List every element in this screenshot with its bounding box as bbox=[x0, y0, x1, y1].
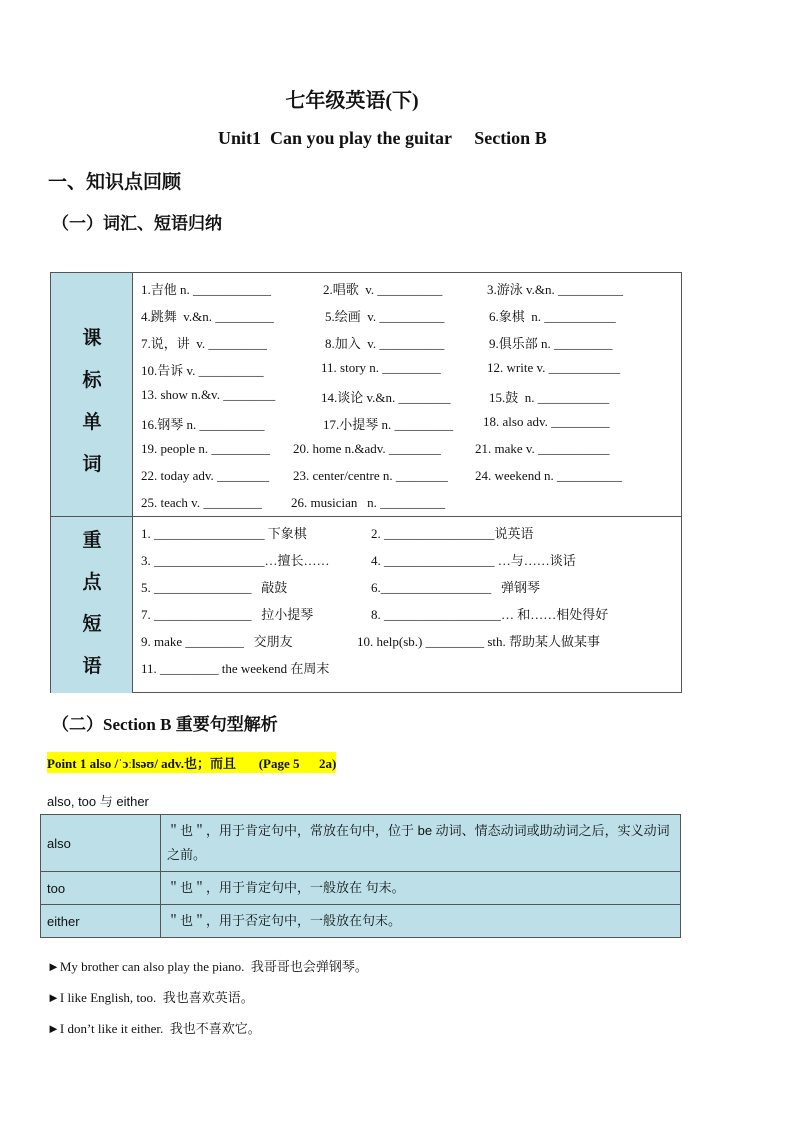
side-char: 单 bbox=[82, 411, 102, 433]
side-char: 点 bbox=[82, 571, 102, 593]
vocab-item: 2.唱歌 v. __________ bbox=[323, 282, 443, 297]
vocab-item: 13. show n.&v. ________ bbox=[141, 387, 276, 402]
phrase-item: 7. _______________ 拉小提琴 bbox=[141, 607, 314, 622]
example-sentence: ►My brother can also play the piano. 我哥哥也会弹钢琴。 bbox=[47, 959, 368, 974]
table-row bbox=[41, 815, 681, 872]
vocab-item: 4.跳舞 v.&n. _________ bbox=[141, 309, 274, 324]
phrase-item: 1. _________________ 下象棋 bbox=[141, 526, 307, 541]
phrase-side-header bbox=[51, 517, 133, 693]
phrase-item: 6._________________ 弹钢琴 bbox=[371, 580, 541, 595]
vocab-item: 17.小提琴 n. _________ bbox=[323, 417, 454, 432]
side-char: 语 bbox=[82, 655, 102, 677]
side-char: 课 bbox=[82, 327, 102, 349]
vocab-item: 1.吉他 n. ____________ bbox=[141, 282, 272, 297]
vocab-item: 7.说，讲 v. _________ bbox=[141, 336, 267, 351]
table-row bbox=[41, 905, 681, 938]
vocab-item: 20. home n.&adv. ________ bbox=[293, 441, 441, 456]
phrase-item: 2. _________________说英语 bbox=[371, 526, 534, 541]
side-char: 标 bbox=[82, 369, 102, 391]
vocab-item: 12. write v. ___________ bbox=[487, 360, 621, 375]
phrase-item: 5. _______________ 敲鼓 bbox=[141, 580, 288, 595]
point-1-highlight: Point 1 also /ˈɔːlsəʊ/ adv.也；而且 (Page 5 2a) bbox=[47, 752, 336, 773]
vocab-item: 16.钢琴 n. __________ bbox=[141, 417, 265, 432]
vocab-side-header bbox=[51, 273, 133, 516]
side-char: 词 bbox=[82, 453, 102, 475]
vocab-item: 11. story n. _________ bbox=[321, 360, 441, 375]
subsection-heading-sentences: （二）Section B 重要句型解析 bbox=[52, 715, 278, 734]
vocab-item: 8.加入 v. __________ bbox=[325, 336, 445, 351]
subsection-heading-vocab: （一）词汇、短语归纳 bbox=[52, 214, 222, 233]
vocab-item: 22. today adv. ________ bbox=[141, 468, 270, 483]
description-cell: ＂也＂，用于否定句中，一般放在句末。 bbox=[161, 905, 681, 938]
vocab-item: 24. weekend n. __________ bbox=[475, 468, 622, 483]
section-heading-review: 一、知识点回顾 bbox=[48, 172, 182, 193]
vocab-item: 21. make v. ___________ bbox=[475, 441, 610, 456]
vocab-phrase-table bbox=[50, 272, 682, 693]
phrase-item: 8. __________________… 和……相处得好 bbox=[371, 607, 609, 622]
table-row bbox=[41, 872, 681, 905]
description-cell: ＂也＂，用于肯定句中，一般放在 句末。 bbox=[161, 872, 681, 905]
word-cell: also bbox=[41, 815, 161, 872]
vocab-item: 10.告诉 v. __________ bbox=[141, 363, 264, 378]
page-subtitle: Unit1 Can you play the guitar Section B bbox=[218, 128, 547, 148]
vocab-item: 18. also adv. _________ bbox=[483, 414, 610, 429]
also-too-either-table bbox=[40, 814, 681, 938]
vocab-item: 5.绘画 v. __________ bbox=[325, 309, 445, 324]
vocab-item: 6.象棋 n. ___________ bbox=[489, 309, 616, 324]
vocab-item: 25. teach v. _________ bbox=[141, 495, 262, 510]
vocab-item: 9.俱乐部 n. _________ bbox=[489, 336, 613, 351]
example-sentence: ►I like English, too. 我也喜欢英语。 bbox=[47, 990, 254, 1005]
vocab-item: 14.谈论 v.&n. ________ bbox=[321, 390, 451, 405]
vocab-item: 15.鼓 n. ___________ bbox=[489, 390, 610, 405]
example-sentence: ►I don’t like it either. 我也不喜欢它。 bbox=[47, 1021, 261, 1036]
phrase-item: 9. make _________ 交朋友 bbox=[141, 634, 293, 649]
phrase-item: 3. _________________…擅长…… bbox=[141, 553, 330, 568]
word-cell: either bbox=[41, 905, 161, 938]
description-cell: ＂也＂，用于肯定句中，常放在句中，位于 be 动词、情态动词或助动词之后，实义动词之前。 bbox=[161, 815, 681, 872]
vocab-item: 19. people n. _________ bbox=[141, 441, 270, 456]
phrase-item: 10. help(sb.) _________ sth. 帮助某人做某事 bbox=[357, 634, 601, 649]
page-title: 七年级英语(下) bbox=[285, 90, 419, 112]
side-char: 短 bbox=[82, 613, 102, 635]
word-cell: too bbox=[41, 872, 161, 905]
comparison-intro: also, too 与 either bbox=[47, 794, 149, 809]
vocab-item: 23. center/centre n. ________ bbox=[293, 468, 448, 483]
phrase-item: 11. _________ the weekend 在周末 bbox=[141, 661, 330, 676]
vocab-item: 3.游泳 v.&n. __________ bbox=[487, 282, 624, 297]
phrase-item: 4. _________________ …与……谈话 bbox=[371, 553, 576, 568]
vocab-item: 26. musician n. __________ bbox=[291, 495, 446, 510]
side-char: 重 bbox=[82, 529, 102, 551]
